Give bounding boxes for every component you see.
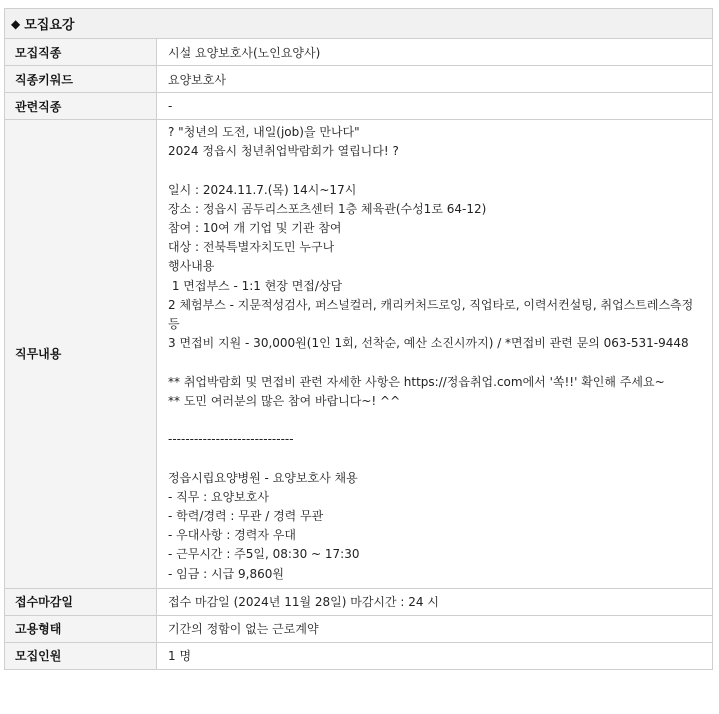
row-label: 모집인원 <box>5 642 157 669</box>
row-label: 고용형태 <box>5 615 157 642</box>
section-header <box>4 8 713 38</box>
row-label: 관련직종 <box>5 93 157 120</box>
row-label: 접수마감일 <box>5 588 157 615</box>
desc-line: 정읍시립요양병원 - 요양보호사 채용 <box>168 470 358 485</box>
desc-line: ** 도민 여러분의 많은 참여 바랍니다~! ^^ <box>168 393 401 408</box>
row-value: 1 명 <box>157 642 713 669</box>
row-value: 시설 요양보호사(노인요양사) <box>157 39 713 66</box>
row-label: 모집직종 <box>5 39 157 66</box>
desc-line: ? "청년의 도전, 내일(job)을 만나다" <box>168 125 360 139</box>
row-label: 직무내용 <box>5 120 157 589</box>
row-value: 요양보호사 <box>157 66 713 93</box>
table-row-job-keyword <box>5 66 713 93</box>
recruitment-table <box>4 38 713 670</box>
diamond-icon: ◆ <box>11 16 21 31</box>
desc-line <box>168 161 702 180</box>
desc-line: - 임금 : 시급 9,860원 <box>168 566 284 581</box>
row-value: - <box>157 93 713 120</box>
desc-line: 대상 : 전북특별자치도민 누구나 <box>168 240 335 255</box>
table-row-employment-type <box>5 615 713 642</box>
desc-line: 2024 정읍시 청년취업박람회가 열립니다! ? <box>168 144 399 159</box>
desc-line: - 근무시간 : 주5일, 08:30 ~ 17:30 <box>168 547 360 562</box>
desc-line: 1 면접부스 - 1:1 현장 면접/상담 <box>168 278 343 293</box>
desc-line <box>168 353 702 372</box>
desc-line <box>168 449 702 468</box>
row-label: 직종키워드 <box>5 66 157 93</box>
desc-line: - 우대사항 : 경력자 우대 <box>168 528 296 543</box>
desc-line: 참여 : 10여 개 기업 및 기관 참여 <box>168 221 342 235</box>
desc-line: 장소 : 정읍시 곰두리스포츠센터 1층 체육관(수성1로 64-12) <box>168 201 487 216</box>
desc-line: 2 체험부스 - 지문적성검사, 퍼스널컬러, 캐리커처드로잉, 직업타로, 이력서컨설팅, 취업스트레스측정 등 <box>168 297 694 332</box>
table-row-related-job <box>5 93 713 120</box>
desc-line: ----------------------------- <box>168 432 294 447</box>
row-value: 접수 마감일 (2024년 11월 28일) 마감시간 : 24 시 <box>157 588 713 615</box>
desc-line: ** 취업박람회 및 면접비 관련 자세한 사항은 https://정읍취업.com에서 '쏙!!' 확인해 주세요~ <box>168 374 665 389</box>
table-row-headcount <box>5 642 713 669</box>
desc-line: 3 면접비 지원 - 30,000원(1인 1회, 선착순, 예산 소진시까지) / *면접비 관련 문의 063-531-9448 <box>168 336 689 351</box>
table-row-job-description <box>5 120 713 589</box>
section-title: 모집요강 <box>24 18 75 33</box>
row-value: 기간의 정함이 없는 근로계약 <box>157 615 713 642</box>
desc-line <box>168 411 702 430</box>
job-description <box>157 120 713 589</box>
table-row-job-type <box>5 39 713 66</box>
desc-line: - 직무 : 요양보호사 <box>168 489 269 504</box>
desc-line: 행사내용 <box>168 259 215 274</box>
recruitment-summary <box>4 8 713 670</box>
table-row-deadline <box>5 588 713 615</box>
desc-line: - 학력/경력 : 무관 / 경력 무관 <box>168 509 324 523</box>
desc-line: 일시 : 2024.11.7.(목) 14시~17시 <box>168 182 357 197</box>
